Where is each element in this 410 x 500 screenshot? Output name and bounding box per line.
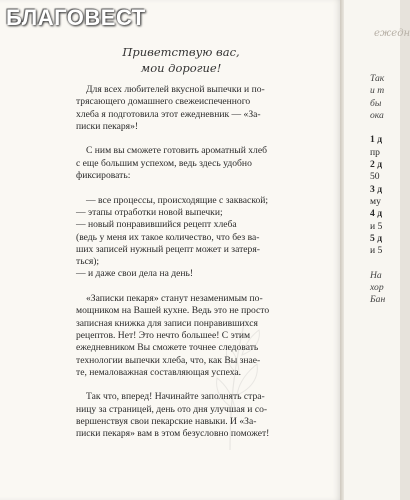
intro-text bbox=[76, 84, 283, 453]
right-page-line: 1 д bbox=[370, 134, 383, 146]
right-page-line: хор bbox=[370, 282, 384, 294]
right-page bbox=[344, 0, 410, 500]
paragraph bbox=[76, 391, 283, 440]
right-page-line: и т bbox=[370, 85, 385, 97]
greeting-line: Приветствую вас, bbox=[122, 45, 240, 59]
text-line: рецептов. Нет! Это нечто большее! С этим bbox=[76, 329, 251, 341]
text-line: те, немаловажная составляющая успеха. bbox=[76, 366, 242, 378]
right-page-line: На bbox=[370, 269, 382, 281]
right-page-line: и 5 bbox=[370, 245, 383, 257]
right-page-line: Так bbox=[370, 73, 385, 84]
text-line: Для всех любителей вкусной выпечки и по- bbox=[86, 84, 265, 95]
right-page-header: ежедн bbox=[374, 28, 410, 39]
text-line: ших записей нужный рецепт может и затеря- bbox=[76, 243, 260, 255]
text-line: (ведь у меня их такое количество, что без ва- bbox=[76, 231, 260, 243]
watermark-logo: БЛАГОВЕСТ bbox=[6, 5, 146, 30]
text-line: писки пекаря» вам в этом безусловно поможет! bbox=[76, 428, 270, 440]
text-line: — все процессы, происходящие с закваской; bbox=[86, 194, 269, 206]
text-line: с еще большим успехом, ведь здесь удобно bbox=[76, 157, 252, 169]
text-line: технологии выпечки хлеба, что, как Вы знае- bbox=[76, 354, 261, 366]
paragraph bbox=[76, 145, 283, 182]
right-page-line: 5 д bbox=[370, 232, 383, 244]
right-page-line: ока bbox=[370, 109, 384, 121]
text-line: С ним вы сможете готовить ароматный хлеб bbox=[86, 145, 267, 157]
right-page-line: пр bbox=[370, 146, 380, 158]
greeting-heading bbox=[96, 44, 266, 76]
text-line: Так что, вперед! Начинайте заполнять стра- bbox=[86, 391, 265, 403]
text-line: хлеба я подготовила этот ежедневник — «За- bbox=[76, 108, 261, 120]
text-line: — и даже свои дела на день! bbox=[76, 268, 194, 280]
right-page-line bbox=[370, 257, 385, 269]
text-line: ежедневником Вы сможете точнее следовать bbox=[76, 342, 259, 354]
right-page-line: Бан bbox=[370, 294, 386, 306]
right-page-line: 3 д bbox=[370, 183, 383, 195]
text-line: вершенствуя свои пекарские навыки. И «За- bbox=[76, 416, 257, 428]
text-line: записная книжка для записи понравившихся bbox=[76, 317, 258, 329]
right-page-line: 4 д bbox=[370, 208, 383, 220]
right-page-line: бы bbox=[370, 97, 382, 109]
right-page-line: му bbox=[370, 195, 381, 207]
text-line: трясающего домашнего свежеиспеченного bbox=[76, 96, 251, 108]
paragraph bbox=[76, 293, 283, 379]
text-line: писки пекаря»! bbox=[76, 120, 139, 132]
text-line: ться); bbox=[76, 256, 100, 268]
right-page-line: 2 д bbox=[370, 159, 383, 171]
right-page-line bbox=[370, 122, 385, 134]
text-line: ницу за страницей, день ото дня улучшая и со- bbox=[76, 403, 268, 415]
right-page-text bbox=[370, 73, 385, 307]
right-page-line: и 5 bbox=[370, 220, 383, 232]
text-line: мощником на Вашей кухне. Ведь это не просто bbox=[76, 305, 270, 317]
right-page-line: 50 bbox=[370, 171, 380, 183]
text-line: — этапы отработки новой выпечки; bbox=[76, 206, 223, 218]
text-line: — новый понравившийся рецепт хлеба bbox=[76, 219, 237, 231]
paragraph bbox=[76, 195, 283, 281]
text-line: «Записки пекаря» станут незаменимым по- bbox=[86, 293, 263, 305]
paragraph bbox=[76, 84, 283, 133]
text-line: фиксировать: bbox=[76, 170, 131, 182]
greeting-line: мои дорогие! bbox=[140, 61, 222, 75]
